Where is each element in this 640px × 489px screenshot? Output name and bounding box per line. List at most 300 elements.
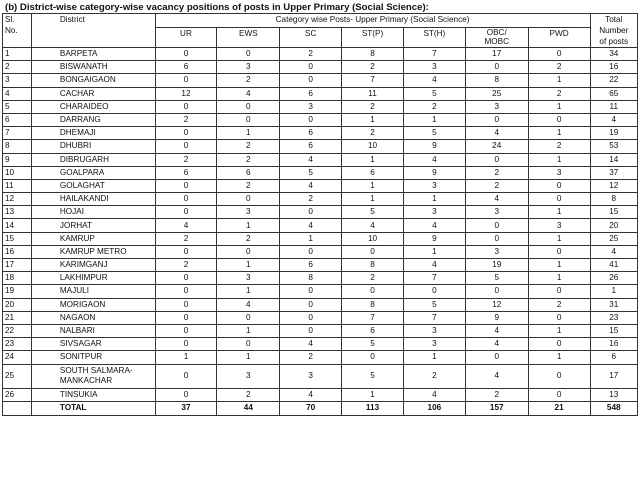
total-row (3, 401, 638, 415)
cell-ur: 0 (155, 206, 217, 219)
cell-district: BISWANATH (31, 61, 155, 74)
cell-pwd: 1 (528, 259, 590, 272)
table-row (3, 140, 638, 153)
cell-obc: 17 (465, 48, 528, 61)
cell-obc: 0 (465, 219, 528, 232)
cell-ur: 0 (155, 272, 217, 285)
cell-stp: 6 (342, 166, 404, 179)
cell-ews: 2 (217, 140, 280, 153)
header-sc: SC (280, 28, 342, 48)
cell-pwd: 3 (528, 166, 590, 179)
cell-ews: 3 (217, 364, 280, 388)
cell-sth: 5 (403, 87, 465, 100)
cell-total: 53 (590, 140, 637, 153)
header-total (590, 14, 637, 48)
cell-obc: 3 (465, 206, 528, 219)
cell-sth: 4 (403, 388, 465, 401)
cell-sc: 4 (280, 179, 342, 192)
cell-ur: 0 (155, 285, 217, 298)
cell-obc: 0 (465, 285, 528, 298)
cell-sth: 5 (403, 298, 465, 311)
cell-sc: 0 (280, 74, 342, 87)
cell-ur: 2 (155, 259, 217, 272)
table-row (3, 61, 638, 74)
header-st-h: ST(H) (403, 28, 465, 48)
cell-ur: 2 (155, 232, 217, 245)
cell-sc: 0 (280, 206, 342, 219)
cell-stp: 5 (342, 364, 404, 388)
cell-ews: 3 (217, 272, 280, 285)
table-row (3, 311, 638, 324)
cell-district: CACHAR (31, 87, 155, 100)
cell-ur: 0 (155, 48, 217, 61)
cell-ews: 0 (217, 100, 280, 113)
cell-ur: 0 (155, 127, 217, 140)
cell-sc: 8 (280, 272, 342, 285)
cell-total: 4 (590, 245, 637, 258)
total-total: 548 (590, 401, 637, 415)
header-sl-line2: No. (5, 26, 18, 35)
cell-sth: 5 (403, 127, 465, 140)
cell-total: 4 (590, 113, 637, 126)
cell-sl: 3 (3, 74, 32, 87)
cell-obc: 2 (465, 166, 528, 179)
cell-obc: 2 (465, 388, 528, 401)
cell-stp: 6 (342, 324, 404, 337)
cell-sl: 5 (3, 100, 32, 113)
cell-district: DHUBRI (31, 140, 155, 153)
header-district: District (31, 14, 155, 48)
cell-ews: 0 (217, 245, 280, 258)
cell-obc: 0 (465, 113, 528, 126)
cell-ews: 0 (217, 193, 280, 206)
cell-ews: 3 (217, 206, 280, 219)
cell-stp: 1 (342, 113, 404, 126)
cell-total: 17 (590, 364, 637, 388)
cell-ews: 0 (217, 338, 280, 351)
cell-pwd: 0 (528, 245, 590, 258)
table-row (3, 206, 638, 219)
header-obc-mobc (465, 28, 528, 48)
cell-obc: 4 (465, 338, 528, 351)
cell-pwd: 0 (528, 113, 590, 126)
cell-sl: 2 (3, 61, 32, 74)
cell-stp: 10 (342, 232, 404, 245)
cell-ur: 0 (155, 245, 217, 258)
cell-sc: 0 (280, 311, 342, 324)
cell-ur: 2 (155, 153, 217, 166)
header-sl-line1: Sl. (5, 15, 15, 24)
cell-sl: 14 (3, 219, 32, 232)
cell-sth: 3 (403, 324, 465, 337)
cell-sth: 4 (403, 219, 465, 232)
total-pwd: 21 (528, 401, 590, 415)
cell-total: 26 (590, 272, 637, 285)
cell-ur: 0 (155, 338, 217, 351)
cell-sl: 21 (3, 311, 32, 324)
cell-obc: 2 (465, 179, 528, 192)
cell-sth: 2 (403, 100, 465, 113)
cell-total: 1 (590, 285, 637, 298)
cell-obc: 0 (465, 351, 528, 364)
header-total-line1: Total (605, 15, 623, 24)
cell-pwd: 0 (528, 338, 590, 351)
cell-obc: 3 (465, 100, 528, 113)
cell-stp: 8 (342, 48, 404, 61)
cell-sl: 26 (3, 388, 32, 401)
cell-obc: 5 (465, 272, 528, 285)
cell-stp: 2 (342, 100, 404, 113)
cell-sth: 9 (403, 232, 465, 245)
cell-sc: 6 (280, 140, 342, 153)
cell-ews: 0 (217, 113, 280, 126)
cell-sth: 1 (403, 245, 465, 258)
cell-district: KARIMGANJ (31, 259, 155, 272)
header-pwd: PWD (528, 28, 590, 48)
cell-sth: 3 (403, 179, 465, 192)
cell-ur: 0 (155, 364, 217, 388)
cell-ews: 0 (217, 311, 280, 324)
cell-pwd: 1 (528, 351, 590, 364)
cell-total: 19 (590, 127, 637, 140)
cell-sc: 0 (280, 285, 342, 298)
header-total-line2: Number (599, 26, 629, 35)
table-row (3, 48, 638, 61)
cell-pwd: 1 (528, 127, 590, 140)
cell-sc: 1 (280, 232, 342, 245)
cell-sc: 3 (280, 100, 342, 113)
table-row (3, 100, 638, 113)
cell-district: DARRANG (31, 113, 155, 126)
cell-sl: 16 (3, 245, 32, 258)
cell-sth: 4 (403, 74, 465, 87)
cell-sth: 7 (403, 311, 465, 324)
table-row (3, 193, 638, 206)
cell-sc: 6 (280, 259, 342, 272)
cell-pwd: 1 (528, 153, 590, 166)
table-row (3, 245, 638, 258)
cell-sth: 9 (403, 140, 465, 153)
cell-ews: 2 (217, 74, 280, 87)
cell-total: 20 (590, 219, 637, 232)
cell-ur: 2 (155, 113, 217, 126)
cell-district: KAMRUP METRO (31, 245, 155, 258)
cell-sth: 3 (403, 338, 465, 351)
table-row (3, 364, 638, 388)
cell-pwd: 1 (528, 206, 590, 219)
cell-ews: 2 (217, 232, 280, 245)
cell-sth: 3 (403, 61, 465, 74)
cell-obc: 4 (465, 193, 528, 206)
cell-pwd: 1 (528, 74, 590, 87)
cell-ews: 2 (217, 388, 280, 401)
cell-sl: 12 (3, 193, 32, 206)
cell-sc: 2 (280, 48, 342, 61)
cell-sc: 6 (280, 87, 342, 100)
cell-sth: 0 (403, 285, 465, 298)
table-caption: (b) District-wise category-wise vacancy positions of posts in Upper Primary (Social Science): (5, 2, 429, 13)
header-sl-no (3, 14, 32, 48)
cell-stp: 1 (342, 153, 404, 166)
cell-pwd: 0 (528, 285, 590, 298)
vacancy-table (2, 13, 638, 416)
cell-district: LAKHIMPUR (31, 272, 155, 285)
cell-stp: 1 (342, 388, 404, 401)
cell-ews: 1 (217, 324, 280, 337)
cell-sc: 2 (280, 193, 342, 206)
table-row (3, 113, 638, 126)
cell-sl: 6 (3, 113, 32, 126)
cell-district: KAMRUP (31, 232, 155, 245)
cell-sl: 25 (3, 364, 32, 388)
cell-obc: 0 (465, 153, 528, 166)
cell-total: 31 (590, 298, 637, 311)
cell-pwd: 0 (528, 193, 590, 206)
cell-sl: 15 (3, 232, 32, 245)
cell-ur: 0 (155, 140, 217, 153)
cell-obc: 4 (465, 127, 528, 140)
table-row (3, 272, 638, 285)
cell-district: GOALPARA (31, 166, 155, 179)
cell-stp: 10 (342, 140, 404, 153)
cell-stp: 8 (342, 259, 404, 272)
table-row (3, 232, 638, 245)
cell-obc: 19 (465, 259, 528, 272)
table-row (3, 219, 638, 232)
table-row (3, 324, 638, 337)
cell-sl: 19 (3, 285, 32, 298)
cell-district: HAILAKANDI (31, 193, 155, 206)
header-obc-line2: MOBC (484, 37, 510, 47)
cell-sth: 1 (403, 193, 465, 206)
cell-sc: 4 (280, 153, 342, 166)
cell-ur: 0 (155, 298, 217, 311)
cell-sl: 13 (3, 206, 32, 219)
cell-ur: 6 (155, 61, 217, 74)
cell-obc: 3 (465, 245, 528, 258)
cell-sc: 4 (280, 388, 342, 401)
cell-ews: 2 (217, 153, 280, 166)
cell-sc: 0 (280, 324, 342, 337)
total-sl-cell (3, 401, 32, 415)
cell-obc: 0 (465, 232, 528, 245)
cell-obc: 25 (465, 87, 528, 100)
cell-stp: 0 (342, 245, 404, 258)
cell-obc: 24 (465, 140, 528, 153)
table-row (3, 388, 638, 401)
cell-total: 11 (590, 100, 637, 113)
cell-total: 23 (590, 311, 637, 324)
cell-district: SOUTH SALMARA-MANKACHAR (31, 364, 155, 388)
cell-sl: 10 (3, 166, 32, 179)
table-row (3, 87, 638, 100)
cell-ur: 0 (155, 193, 217, 206)
cell-sc: 0 (280, 113, 342, 126)
cell-pwd: 0 (528, 179, 590, 192)
cell-district: BONGAIGAON (31, 74, 155, 87)
cell-pwd: 2 (528, 61, 590, 74)
cell-stp: 2 (342, 127, 404, 140)
table-body (3, 48, 638, 416)
cell-stp: 5 (342, 206, 404, 219)
cell-ur: 4 (155, 219, 217, 232)
cell-sl: 17 (3, 259, 32, 272)
cell-pwd: 3 (528, 219, 590, 232)
table-row (3, 179, 638, 192)
table-header (3, 14, 638, 48)
cell-stp: 2 (342, 61, 404, 74)
cell-sc: 0 (280, 245, 342, 258)
cell-total: 65 (590, 87, 637, 100)
cell-ur: 0 (155, 179, 217, 192)
cell-sth: 3 (403, 206, 465, 219)
table-row (3, 351, 638, 364)
cell-obc: 4 (465, 364, 528, 388)
cell-ur: 0 (155, 100, 217, 113)
cell-total: 22 (590, 74, 637, 87)
cell-sl: 22 (3, 324, 32, 337)
cell-stp: 0 (342, 285, 404, 298)
cell-stp: 1 (342, 193, 404, 206)
cell-pwd: 0 (528, 388, 590, 401)
cell-total: 34 (590, 48, 637, 61)
header-obc-line1: OBC/ (486, 28, 507, 38)
cell-ews: 0 (217, 48, 280, 61)
cell-total: 16 (590, 61, 637, 74)
cell-stp: 5 (342, 338, 404, 351)
cell-district: SONITPUR (31, 351, 155, 364)
cell-sl: 8 (3, 140, 32, 153)
table-row (3, 127, 638, 140)
cell-district: CHARAIDEO (31, 100, 155, 113)
cell-sl: 24 (3, 351, 32, 364)
cell-ur: 0 (155, 324, 217, 337)
cell-sc: 2 (280, 351, 342, 364)
cell-sth: 7 (403, 272, 465, 285)
cell-stp: 1 (342, 179, 404, 192)
cell-sth: 7 (403, 48, 465, 61)
cell-sl: 9 (3, 153, 32, 166)
header-st-p: ST(P) (342, 28, 404, 48)
cell-ur: 0 (155, 388, 217, 401)
cell-ews: 1 (217, 259, 280, 272)
cell-pwd: 0 (528, 311, 590, 324)
cell-ews: 1 (217, 351, 280, 364)
cell-ews: 1 (217, 285, 280, 298)
cell-ews: 1 (217, 219, 280, 232)
cell-stp: 8 (342, 298, 404, 311)
cell-district: JORHAT (31, 219, 155, 232)
cell-district: SIVSAGAR (31, 338, 155, 351)
cell-pwd: 0 (528, 364, 590, 388)
cell-district: DIBRUGARH (31, 153, 155, 166)
cell-district: NALBARI (31, 324, 155, 337)
cell-stp: 4 (342, 219, 404, 232)
cell-total: 37 (590, 166, 637, 179)
cell-sc: 3 (280, 364, 342, 388)
cell-stp: 11 (342, 87, 404, 100)
cell-pwd: 1 (528, 324, 590, 337)
table-row (3, 298, 638, 311)
cell-ews: 3 (217, 61, 280, 74)
cell-ews: 1 (217, 127, 280, 140)
cell-sc: 6 (280, 127, 342, 140)
cell-pwd: 1 (528, 100, 590, 113)
total-sc: 70 (280, 401, 342, 415)
cell-ur: 0 (155, 74, 217, 87)
header-category-group: Category wise Posts- Upper Primary (Social Science) (155, 14, 590, 28)
total-label: TOTAL (31, 401, 155, 415)
cell-sth: 1 (403, 113, 465, 126)
cell-sth: 1 (403, 351, 465, 364)
cell-pwd: 2 (528, 87, 590, 100)
cell-ews: 6 (217, 166, 280, 179)
cell-district: TINSUKIA (31, 388, 155, 401)
cell-total: 6 (590, 351, 637, 364)
cell-obc: 4 (465, 324, 528, 337)
cell-district: GOLAGHAT (31, 179, 155, 192)
cell-ur: 12 (155, 87, 217, 100)
cell-obc: 12 (465, 298, 528, 311)
cell-sl: 1 (3, 48, 32, 61)
cell-sth: 4 (403, 259, 465, 272)
cell-stp: 2 (342, 272, 404, 285)
cell-total: 41 (590, 259, 637, 272)
cell-total: 25 (590, 232, 637, 245)
cell-ur: 6 (155, 166, 217, 179)
total-obc: 157 (465, 401, 528, 415)
cell-total: 8 (590, 193, 637, 206)
table-row (3, 259, 638, 272)
cell-sl: 20 (3, 298, 32, 311)
cell-sth: 2 (403, 364, 465, 388)
cell-obc: 9 (465, 311, 528, 324)
cell-sl: 4 (3, 87, 32, 100)
cell-ews: 4 (217, 298, 280, 311)
cell-pwd: 1 (528, 232, 590, 245)
cell-total: 12 (590, 179, 637, 192)
cell-sl: 23 (3, 338, 32, 351)
cell-district: MAJULI (31, 285, 155, 298)
cell-sl: 7 (3, 127, 32, 140)
total-ur: 37 (155, 401, 217, 415)
table-row (3, 153, 638, 166)
cell-pwd: 1 (528, 272, 590, 285)
cell-sth: 9 (403, 166, 465, 179)
total-stp: 113 (342, 401, 404, 415)
total-ews: 44 (217, 401, 280, 415)
cell-ur: 0 (155, 311, 217, 324)
cell-total: 15 (590, 324, 637, 337)
cell-district: HOJAI (31, 206, 155, 219)
cell-stp: 7 (342, 311, 404, 324)
cell-district: DHEMAJI (31, 127, 155, 140)
cell-total: 16 (590, 338, 637, 351)
cell-pwd: 2 (528, 140, 590, 153)
table-row (3, 74, 638, 87)
cell-total: 14 (590, 153, 637, 166)
cell-stp: 0 (342, 351, 404, 364)
cell-district: NAGAON (31, 311, 155, 324)
cell-total: 13 (590, 388, 637, 401)
table-row (3, 166, 638, 179)
cell-sc: 0 (280, 61, 342, 74)
cell-total: 15 (590, 206, 637, 219)
cell-obc: 8 (465, 74, 528, 87)
cell-district: BARPETA (31, 48, 155, 61)
header-total-line3: of posts (599, 37, 629, 46)
cell-district: MORIGAON (31, 298, 155, 311)
